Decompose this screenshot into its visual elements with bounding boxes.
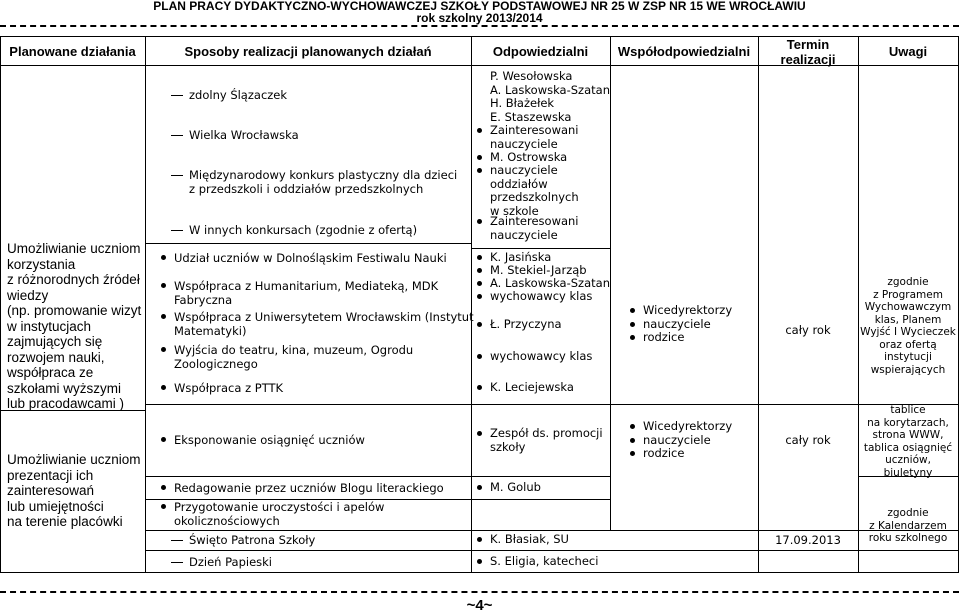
responsible-item: M. Stekiel-Jarząb (490, 263, 587, 277)
method-item: Dzień Papieski (189, 555, 272, 569)
header-divider (0, 25, 959, 27)
responsible-item: A. Laskowska-Szatan (490, 276, 610, 290)
section-divider (145, 404, 958, 405)
method-item: Międzynarodowy konkurs plastyczny dla dzieci z przedszkoli i oddziałów przedszkolnych (189, 168, 458, 196)
responsible-list: P. Wesołowska A. Laskowska-Szatan H. Błażełek E. Staszewska (490, 69, 610, 124)
responsible-item: Ł. Przyczyna (490, 317, 562, 331)
deadline-value: cały rok (785, 433, 831, 447)
deadline-value: cały rok (785, 323, 831, 337)
method-item: Eksponowanie osiągnięć uczniów (174, 433, 365, 447)
method-item: Przygotowanie uroczystości i apelów okolicznościowych (174, 500, 385, 528)
method-item: Udział uczniów w Dolnośląskim Festiwalu Nauki (174, 251, 447, 265)
col-header-deadline: Termin realizacji (780, 37, 836, 67)
school-year: rok szkolny 2013/2014 (416, 11, 543, 25)
method-item: Wielka Wrocławska (189, 128, 299, 142)
col-border-2 (471, 36, 472, 573)
col-header-methods: Sposoby realizacji planowanych działań (184, 44, 432, 59)
footer-divider (0, 591, 959, 593)
responsible-item: K. Leciejewska (490, 380, 574, 394)
responsible-item: K. Błasiak, SU (490, 532, 569, 546)
responsible-item: M. Ostrowska (490, 150, 568, 164)
col-header-responsible: Odpowiedzialni (492, 44, 589, 59)
col-border-3 (610, 36, 611, 530)
responsible-item: nauczyciele oddziałów przedszkolnych w szkole (490, 163, 579, 218)
method-item: W innych konkursach (zgodnie z ofertą) (189, 223, 418, 237)
method-item: Współpraca z Humanitarium, Mediateką, MDK Fabryczna (174, 279, 439, 307)
document-title: PLAN PRACY DYDAKTYCZNO-WYCHOWAWCZEJ SZKOŁY PODSTAWOWEJ NR 25 W ZSP NR 15 WE WROCŁAWIU (153, 0, 806, 13)
co-responsible-group: Wicedyrektorzy nauczyciele rodzice (643, 303, 733, 344)
co-responsible-group: Wicedyrektorzy nauczyciele rodzice (643, 419, 733, 460)
responsible-item: Zainteresowani nauczyciele (490, 123, 579, 151)
col-header-planned: Planowane działania (9, 44, 136, 59)
planned-activity-sources: Umożliwianie uczniom korzystania z różnorodnych źródeł wiedzy (np. promowanie wizyt w instytucjach zajmujących się rozwojem nauki, współpraca ze szkołami wyższymi lub pracodawcami ) (7, 241, 142, 411)
method-item: Współpraca z Uniwersytetem Wrocławskim (Instytut Matematyki) (174, 310, 474, 338)
method-item: Współpraca z PTTK (174, 381, 284, 395)
responsible-item: Zespół ds. promocji szkoły (490, 426, 603, 454)
planned-activity-presentation: Umożliwianie uczniom prezentacji ich zainteresowań lub umiejętności na terenie placówki (7, 452, 141, 529)
responsible-item: Zainteresowani nauczyciele (490, 214, 579, 242)
responsible-item: K. Jasińska (490, 250, 552, 264)
method-item: Redagowanie przez uczniów Blogu literackiego (174, 481, 444, 495)
method-item: Wyjścia do teatru, kina, muzeum, Ogrodu Zoologicznego (174, 343, 414, 371)
col-header-notes: Uwagi (888, 44, 928, 59)
table-bottom-border (0, 572, 959, 573)
col-border-1 (145, 36, 146, 573)
method-item: Święto Patrona Szkoły (189, 533, 316, 547)
responsible-item: S. Eligia, katecheci (490, 554, 599, 568)
note-boards: tablice na korytarzach, strona WWW, tablica osiągnięć uczniów, biuletyny (863, 404, 953, 479)
col-header-co-responsible: Współodpowiedzialni (617, 44, 751, 59)
responsible-item: M. Golub (490, 480, 541, 494)
col-border-4 (758, 36, 759, 573)
page-number: ~4~ (466, 597, 493, 614)
deadline-value: 17.09.2013 (775, 533, 841, 547)
responsible-item: wychowawcy klas (490, 289, 593, 303)
note-program: zgodnie z Programem Wychowawczym klas, Planem Wyjść I Wycieczek oraz ofertą instytucji wspierających (860, 276, 956, 376)
responsible-item: wychowawcy klas (490, 349, 593, 363)
note-calendar: zgodnie z Kalendarzem roku szkolnego (868, 507, 948, 544)
method-item: zdolny Ślązaczek (189, 88, 288, 102)
